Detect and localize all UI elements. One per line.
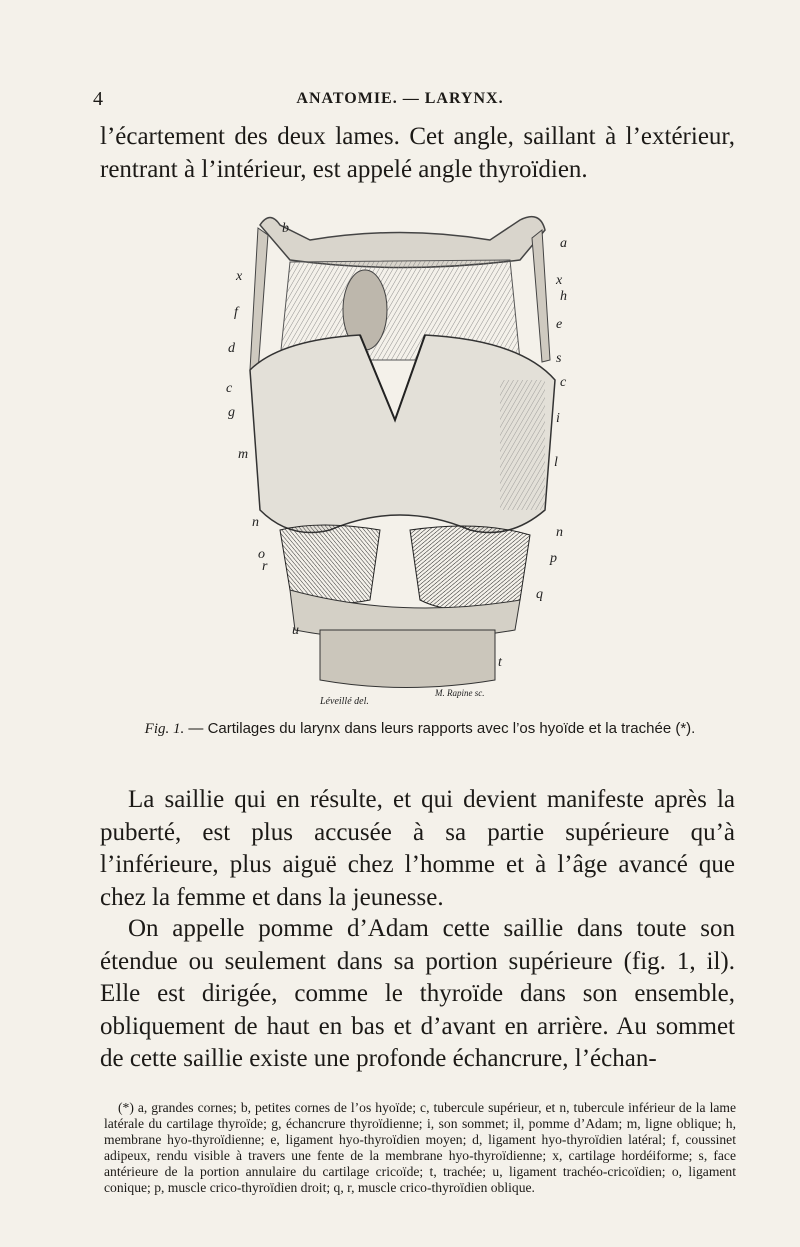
label-m: m [238,447,249,462]
label-a: a [560,236,567,251]
label-c-left: c [226,381,233,396]
label-t: t [498,655,502,670]
label-u: u [292,623,299,638]
footnote-text: (*) a, grandes cornes; b, petites cornes de l’os hyoïde; c, tubercule supérieur, et n, tubercule inférieur de la lame latérale du cartilage thyroïde; g, échancrure thyroïdienne; i, son sommet; il, pomme d’Adam; m, ligne oblique; h, membrane hyo-thyroïdienne; e, ligament hyo-thyroïdien moyen; d, ligament hyo-thyroïdien latéral; f, coussinet adipeux, rendu visible à travers une fente de la membrane hyo-thyroïdienne; x, cartilage hordéiforme; s, face antérieure de la portion annulaire du cartilage cricoïde; t, trachée; u, ligament trachéo-cricoïdien; o, ligament conique; p, muscle crico-thyroïdien droit; q, r, muscle crico-thyroïdien oblique. [104,1100,736,1195]
label-x-left: x [236,269,243,284]
cricothyroid-muscle-right [410,526,530,610]
page-number: 4 [93,88,103,110]
label-c-right: c [560,375,567,390]
label-l: l [554,455,558,470]
paragraph-2: La saillie qui en résulte, et qui devient manifeste après la puberté, est plus accusée à sa partie supérieure qu’à l’inférieure, plus aiguë chez l’homme et à l’âge avancé que chez la femme et dans la jeunesse. [100,786,735,911]
label-q: q [536,587,543,602]
footnote-rule [100,1089,735,1090]
label-g: g [228,405,235,420]
greater-horn-left [250,228,268,372]
greater-horn-right [532,230,550,362]
figure-caption [140,720,700,738]
paragraph-3: On appelle pomme d’Adam cette saillie dans toute son étendue ou seulement dans sa portion supérieure (fig. 1, il). Elle est dirigée, comme le thyroïde dans son ensemble, obliquement de haut en bas et d’avant en arrière. Au sommet de cette saillie existe une profonde échancrure, l’échan- [100,915,735,1072]
running-head: ANATOMIE. — LARYNX. [296,90,504,107]
label-f: f [234,305,238,320]
label-n-left: n [252,515,259,530]
caption-text: — Cartilages du larynx dans leurs rapports avec l’os hyoïde et la trachée (*). [188,720,696,737]
label-e: e [556,317,563,332]
trachea [320,630,495,688]
label-r: r [262,559,268,574]
label-n-right: n [556,525,563,540]
label-b: b [282,221,289,236]
larynx-illustration [220,200,580,710]
signature-left: Léveillé del. [320,696,369,707]
paragraph-1: l’écartement des deux lames. Cet angle, saillant à l’extérieur, rentrant à l’intérieur, est appelé angle thyroïdien. [100,123,735,183]
figure-number: Fig. 1. [144,721,185,737]
label-o: o [258,547,265,562]
label-s: s [556,351,562,366]
label-h: h [560,289,567,304]
footnote [104,1100,736,1196]
label-i: i [556,411,560,426]
label-x-right: x [556,273,563,288]
label-d: d [228,341,235,356]
larynx-figure [220,200,580,710]
signature-right: M. Rapine sc. [435,688,485,698]
label-p: p [550,551,557,566]
